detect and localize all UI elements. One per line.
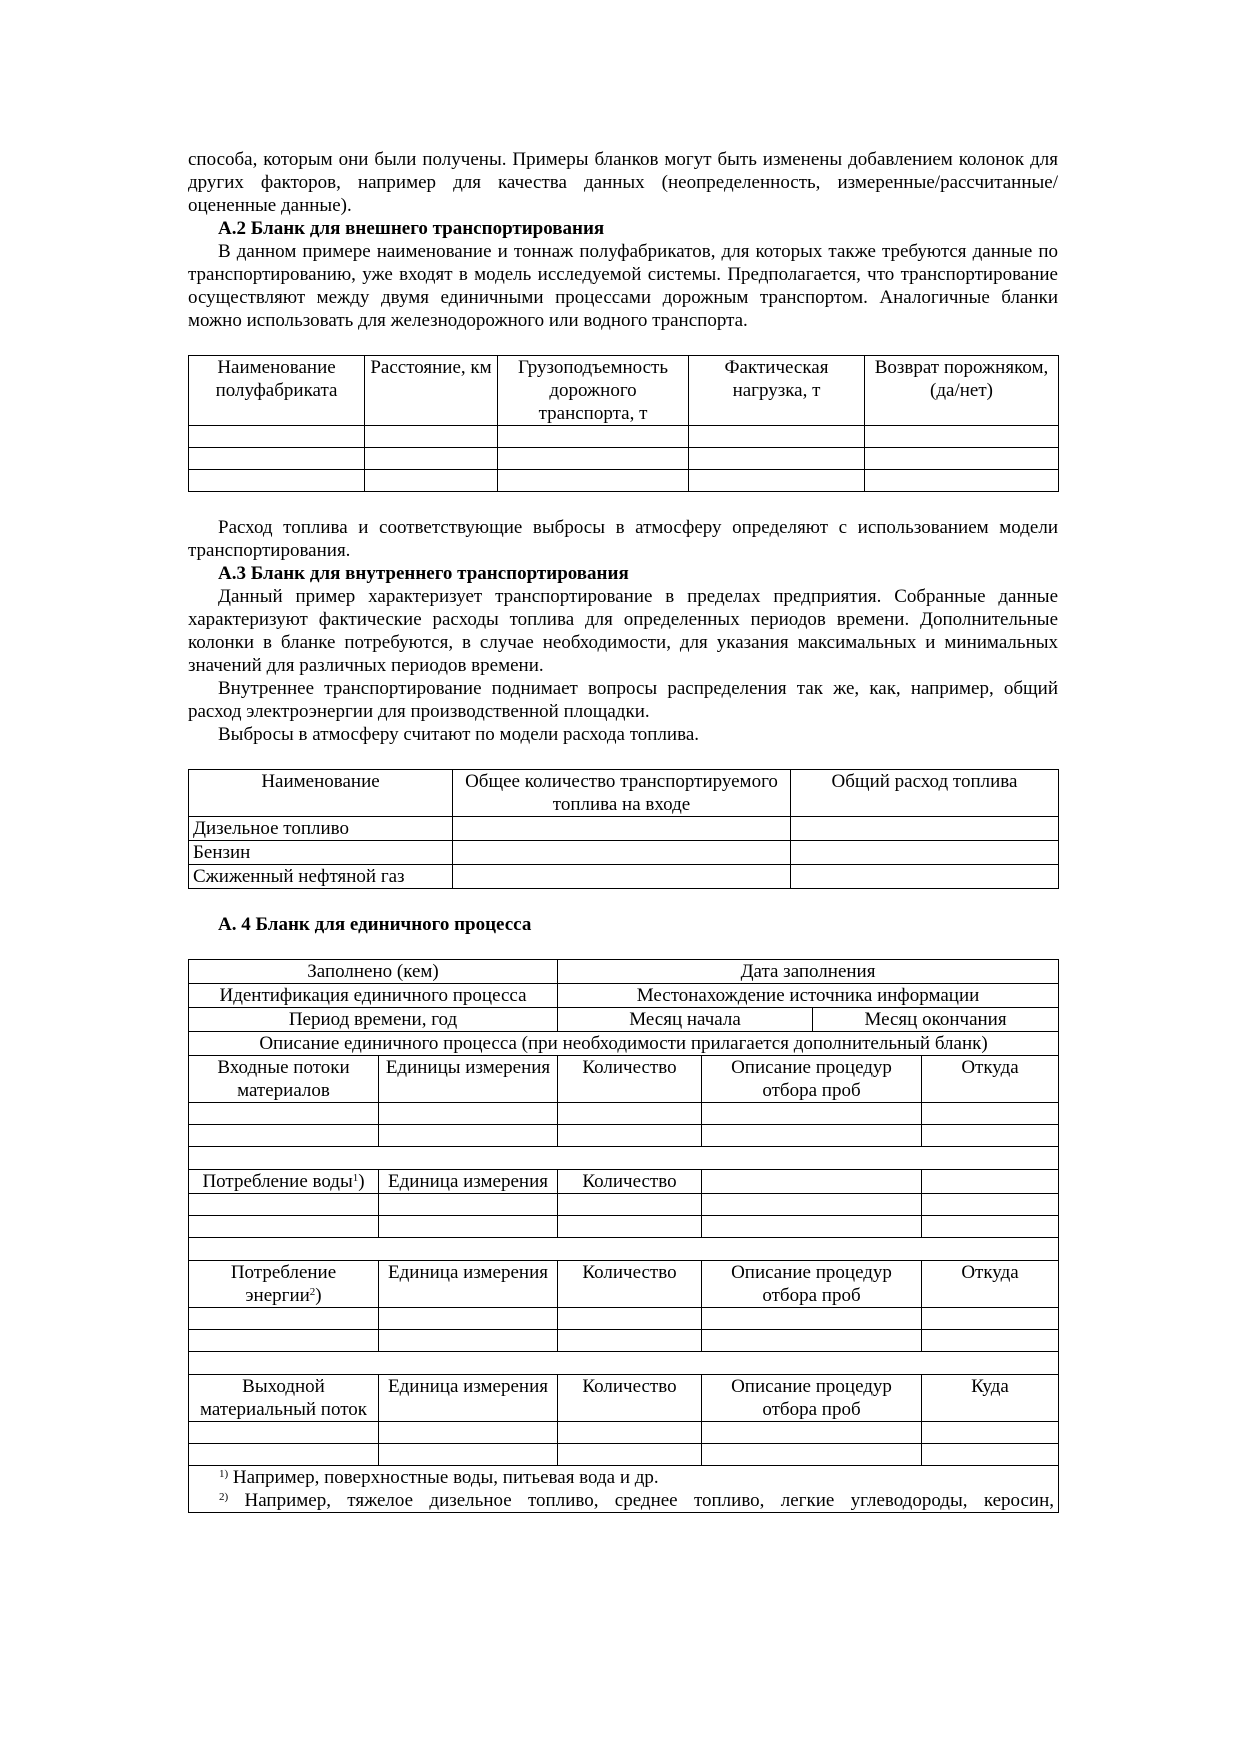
table-header-cell: Единица измерения [379, 1375, 558, 1422]
table-cell[interactable] [189, 1103, 379, 1125]
table-header-row [189, 1056, 1059, 1103]
table-cell[interactable] [558, 1216, 702, 1238]
table-row [189, 1444, 1059, 1466]
table-cell[interactable] [922, 1216, 1059, 1238]
table-cell[interactable] [689, 470, 865, 492]
table-row [189, 470, 1059, 492]
section-a3-heading: А.3 Бланк для внутреннего транспортирования [218, 563, 629, 584]
table-header-cell: Общее количество транспортируемого топлива на входе [453, 770, 791, 817]
table-spacer-row [189, 1238, 1059, 1261]
table-row [189, 1103, 1059, 1125]
table-cell[interactable] [453, 841, 791, 865]
table-header-row [189, 1170, 1059, 1194]
section-a2-heading: А.2 Бланк для внешнего транспортирования [218, 218, 605, 239]
footnotes-row [189, 1466, 1059, 1513]
table-row [189, 1194, 1059, 1216]
table-cell[interactable] [498, 426, 689, 448]
external-transport-table [188, 355, 1059, 492]
table-header-cell: Описание процедур отбора проб [702, 1261, 922, 1308]
table-cell[interactable] [189, 1444, 379, 1466]
table-cell[interactable] [453, 865, 791, 889]
table-cell[interactable] [922, 1330, 1059, 1352]
table-cell[interactable] [702, 1308, 922, 1330]
table-cell[interactable] [702, 1103, 922, 1125]
table-cell[interactable] [379, 1330, 558, 1352]
table-cell[interactable] [379, 1125, 558, 1147]
table-row [189, 426, 1059, 448]
section-a3-paragraph-2: Внутреннее транспортирование поднимает вопросы распределения так же, как, например, общий расход электроэнергии для производственной площадки. [188, 678, 1058, 722]
table-cell[interactable] [922, 1308, 1059, 1330]
table-cell[interactable] [791, 817, 1059, 841]
table-cell[interactable] [922, 1103, 1059, 1125]
table-cell[interactable] [702, 1216, 922, 1238]
table-cell[interactable] [922, 1194, 1059, 1216]
filled-by-label: Заполнено (кем) [189, 960, 558, 984]
table-cell[interactable] [791, 865, 1059, 889]
table-cell [189, 1352, 1059, 1375]
table-header-cell: Единица измерения [379, 1261, 558, 1308]
table-header-cell: Единицы измерения [379, 1056, 558, 1103]
energy-consumption-header: Потребление энергии$^2$) [189, 1261, 379, 1308]
table-header-cell: Откуда [922, 1261, 1059, 1308]
table-spacer-row [189, 1352, 1059, 1375]
section-a3-paragraph-3: Выбросы в атмосферу считают по модели расхода топлива. [218, 724, 700, 745]
table-cell [189, 1147, 1059, 1170]
process-description-label: Описание единичного процесса (при необходимости прилагается дополнительный бланк) [189, 1032, 1059, 1056]
section-a2-paragraph: В данном примере наименование и тоннаж полуфабрикатов, для которых также требуются данные по транспортированию, уже входят в модель исследуемой системы. Предполагается, что транспортирование осуществляют между двумя единичными процессами дорожным транспортом. Аналогичные бланки можно использовать для железнодорожного или водного транспорта. [188, 241, 1058, 331]
table-cell[interactable] [558, 1330, 702, 1352]
unit-process-table [188, 959, 1059, 1513]
table-header-cell: Количество [558, 1375, 702, 1422]
table-cell[interactable] [189, 426, 365, 448]
intro-paragraph: способа, которым они были получены. Примеры бланков могут быть изменены добавлением колонок для других факторов, например для качества данных (неопределенность, измеренные/рассчитанные/оцененные данные). [188, 149, 1058, 216]
table-cell[interactable] [865, 426, 1059, 448]
table-cell[interactable] [189, 448, 365, 470]
table-cell [189, 1238, 1059, 1261]
table-header-cell: Выходной материальный поток [189, 1375, 379, 1422]
table-header-cell: Количество [558, 1170, 702, 1194]
month-end-label: Месяц окончания [813, 1008, 1059, 1032]
process-id-label: Идентификация единичного процесса [189, 984, 558, 1008]
table-cell[interactable] [922, 1422, 1059, 1444]
table-cell[interactable] [365, 470, 498, 492]
table-header-cell: Откуда [922, 1056, 1059, 1103]
table-header-row [189, 770, 1059, 817]
table-row [189, 1125, 1059, 1147]
table-cell[interactable] [189, 1194, 379, 1216]
table-header-cell: Наименование полуфабриката [189, 356, 365, 426]
table-cell[interactable] [558, 1194, 702, 1216]
table-cell[interactable] [189, 1125, 379, 1147]
table-cell[interactable] [498, 448, 689, 470]
table-cell[interactable] [865, 470, 1059, 492]
table-cell[interactable] [558, 1308, 702, 1330]
table-cell[interactable] [558, 1444, 702, 1466]
table-cell[interactable] [922, 1444, 1059, 1466]
table-row [189, 1308, 1059, 1330]
table-row [189, 841, 1059, 865]
table-row [189, 1422, 1059, 1444]
table-cell[interactable] [379, 1308, 558, 1330]
month-start-label: Месяц начала [558, 1008, 813, 1032]
table-cell[interactable] [689, 448, 865, 470]
fill-date-label: Дата заполнения [558, 960, 1059, 984]
table-header-cell: Входные потоки материалов [189, 1056, 379, 1103]
period-label: Период времени, год [189, 1008, 558, 1032]
footnote-2: $^{2)}$ Например, тяжелое дизельное топливо, среднее топливо, легкие углеводороды, керосин, [219, 1490, 1055, 1511]
table-header-cell: Грузоподъемность дорожного транспорта, т [498, 356, 689, 426]
table-row [189, 1216, 1059, 1238]
table-cell[interactable] [702, 1330, 922, 1352]
table-row [189, 817, 1059, 841]
table-header-cell: Количество [558, 1261, 702, 1308]
footnote-1: $^{1)}$ Например, поверхностные воды, питьевая вода и др. [219, 1467, 659, 1488]
water-consumption-header: Потребление воды$^1$) [189, 1170, 379, 1194]
table-cell[interactable] [189, 1216, 379, 1238]
internal-transport-table [188, 769, 1059, 889]
table-header-cell: Фактическая нагрузка, т [689, 356, 865, 426]
table-cell[interactable] [453, 817, 791, 841]
table-cell[interactable] [189, 1308, 379, 1330]
table-cell[interactable] [558, 1125, 702, 1147]
table-cell[interactable] [558, 1103, 702, 1125]
table-row [189, 1008, 1059, 1032]
table-header-row [189, 1375, 1059, 1422]
table-cell[interactable] [498, 470, 689, 492]
table-cell[interactable] [702, 1125, 922, 1147]
table-cell[interactable] [189, 470, 365, 492]
table-cell[interactable] [379, 1444, 558, 1466]
section-a3-paragraph-1: Данный пример характеризует транспортирование в пределах предприятия. Собранные данные характеризуют фактические расходы топлива для определенных периодов времени. Дополнительные колонки в бланке потребуются, в случае необходимости, для указания максимальных и минимальных значений для различных периодов времени. [188, 586, 1058, 676]
table-header-cell: Описание процедур отбора проб [702, 1375, 922, 1422]
table-header-cell: Расстояние, км [365, 356, 498, 426]
table-row [189, 1330, 1059, 1352]
table-header-cell: Возврат порожняком, (да/нет) [865, 356, 1059, 426]
table-row [189, 1032, 1059, 1056]
table-header-cell [922, 1170, 1059, 1194]
table-cell[interactable] [189, 1422, 379, 1444]
table-cell[interactable] [379, 1216, 558, 1238]
table-header-cell: Количество [558, 1056, 702, 1103]
table-cell[interactable] [365, 426, 498, 448]
table-cell[interactable] [702, 1444, 922, 1466]
footnotes-cell [189, 1466, 1059, 1513]
table-header-cell: Единица измерения [379, 1170, 558, 1194]
table-cell[interactable] [702, 1194, 922, 1216]
table-header-cell [702, 1170, 922, 1194]
table-cell[interactable] [702, 1422, 922, 1444]
info-location-label: Местонахождение источника информации [558, 984, 1059, 1008]
table-cell[interactable] [365, 448, 498, 470]
section-a4-heading: А. 4 Бланк для единичного процесса [218, 914, 532, 935]
table-header-row [189, 356, 1059, 426]
table-cell[interactable] [922, 1125, 1059, 1147]
table-cell[interactable] [791, 841, 1059, 865]
table-row [189, 984, 1059, 1008]
table-cell: Бензин [189, 841, 453, 865]
table-cell[interactable] [379, 1103, 558, 1125]
table-header-cell: Куда [922, 1375, 1059, 1422]
table-cell[interactable] [558, 1422, 702, 1444]
table-row [189, 960, 1059, 984]
table-header-cell: Общий расход топлива [791, 770, 1059, 817]
table-cell[interactable] [865, 448, 1059, 470]
section-a2-after-paragraph: Расход топлива и соответствующие выбросы в атмосферу определяют с использованием модели транспортирования. [188, 517, 1058, 561]
document-page [188, 148, 1058, 1513]
table-cell: Дизельное топливо [189, 817, 453, 841]
table-cell[interactable] [379, 1422, 558, 1444]
table-cell[interactable] [689, 426, 865, 448]
table-header-cell: Описание процедур отбора проб [702, 1056, 922, 1103]
table-cell: Сжиженный нефтяной газ [189, 865, 453, 889]
table-row [189, 865, 1059, 889]
table-cell[interactable] [379, 1194, 558, 1216]
table-cell[interactable] [189, 1330, 379, 1352]
table-row [189, 448, 1059, 470]
table-header-row [189, 1261, 1059, 1308]
table-header-cell: Наименование [189, 770, 453, 817]
table-spacer-row [189, 1147, 1059, 1170]
